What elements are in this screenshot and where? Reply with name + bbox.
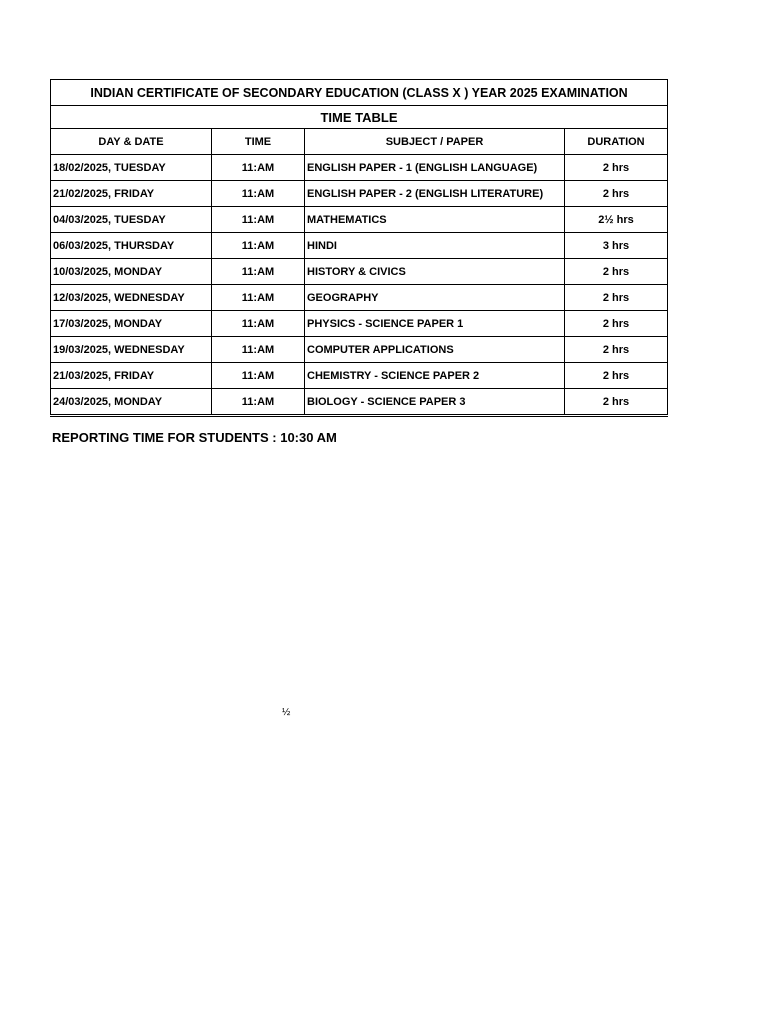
- cell-time: 11:AM: [212, 207, 305, 233]
- cell-date: 24/03/2025, MONDAY: [51, 389, 212, 416]
- cell-duration: 2 hrs: [565, 389, 668, 416]
- table-row: [51, 181, 668, 207]
- column-header-date: DAY & DATE: [51, 129, 212, 155]
- column-header-duration: DURATION: [565, 129, 668, 155]
- cell-date: 19/03/2025, WEDNESDAY: [51, 337, 212, 363]
- cell-date: 17/03/2025, MONDAY: [51, 311, 212, 337]
- cell-date: 04/03/2025, TUESDAY: [51, 207, 212, 233]
- cell-time: 11:AM: [212, 363, 305, 389]
- cell-subject: PHYSICS - SCIENCE PAPER 1: [305, 311, 565, 337]
- cell-duration: 2 hrs: [565, 311, 668, 337]
- cell-date: 21/03/2025, FRIDAY: [51, 363, 212, 389]
- cell-subject: GEOGRAPHY: [305, 285, 565, 311]
- cell-duration: 3 hrs: [565, 233, 668, 259]
- header-row: [51, 129, 668, 155]
- reporting-time-note: REPORTING TIME FOR STUDENTS : 10:30 AM: [52, 430, 337, 445]
- cell-time: 11:AM: [212, 259, 305, 285]
- cell-subject: COMPUTER APPLICATIONS: [305, 337, 565, 363]
- timetable-sheet: [50, 79, 667, 417]
- cell-date: 10/03/2025, MONDAY: [51, 259, 212, 285]
- cell-duration: 2½ hrs: [565, 207, 668, 233]
- cell-date: 06/03/2025, THURSDAY: [51, 233, 212, 259]
- cell-time: 11:AM: [212, 233, 305, 259]
- cell-subject: MATHEMATICS: [305, 207, 565, 233]
- cell-subject: ENGLISH PAPER - 2 (ENGLISH LITERATURE): [305, 181, 565, 207]
- cell-duration: 2 hrs: [565, 285, 668, 311]
- cell-subject: CHEMISTRY - SCIENCE PAPER 2: [305, 363, 565, 389]
- table-row: [51, 389, 668, 416]
- cell-subject: HINDI: [305, 233, 565, 259]
- table-row: [51, 259, 668, 285]
- cell-duration: 2 hrs: [565, 337, 668, 363]
- timetable: [50, 79, 668, 417]
- table-row: [51, 155, 668, 181]
- table-row: [51, 285, 668, 311]
- cell-time: 11:AM: [212, 285, 305, 311]
- cell-time: 11:AM: [212, 337, 305, 363]
- cell-time: 11:AM: [212, 155, 305, 181]
- cell-subject: HISTORY & CIVICS: [305, 259, 565, 285]
- document-subtitle: TIME TABLE: [51, 106, 668, 129]
- cell-subject: BIOLOGY - SCIENCE PAPER 3: [305, 389, 565, 416]
- column-header-time: TIME: [212, 129, 305, 155]
- cell-duration: 2 hrs: [565, 181, 668, 207]
- stray-half-mark: ½: [282, 707, 291, 718]
- cell-date: 12/03/2025, WEDNESDAY: [51, 285, 212, 311]
- document-title: INDIAN CERTIFICATE OF SECONDARY EDUCATION (CLASS X ) YEAR 2025 EXAMINATION: [51, 80, 668, 106]
- cell-date: 18/02/2025, TUESDAY: [51, 155, 212, 181]
- cell-duration: 2 hrs: [565, 259, 668, 285]
- table-row: [51, 207, 668, 233]
- cell-subject: ENGLISH PAPER - 1 (ENGLISH LANGUAGE): [305, 155, 565, 181]
- title-row: [51, 80, 668, 106]
- table-row: [51, 233, 668, 259]
- cell-time: 11:AM: [212, 181, 305, 207]
- cell-time: 11:AM: [212, 389, 305, 416]
- column-header-subject: SUBJECT / PAPER: [305, 129, 565, 155]
- timetable-body: [51, 155, 668, 416]
- cell-duration: 2 hrs: [565, 363, 668, 389]
- subtitle-row: [51, 106, 668, 129]
- table-row: [51, 363, 668, 389]
- cell-date: 21/02/2025, FRIDAY: [51, 181, 212, 207]
- cell-duration: 2 hrs: [565, 155, 668, 181]
- table-row: [51, 311, 668, 337]
- table-row: [51, 337, 668, 363]
- cell-time: 11:AM: [212, 311, 305, 337]
